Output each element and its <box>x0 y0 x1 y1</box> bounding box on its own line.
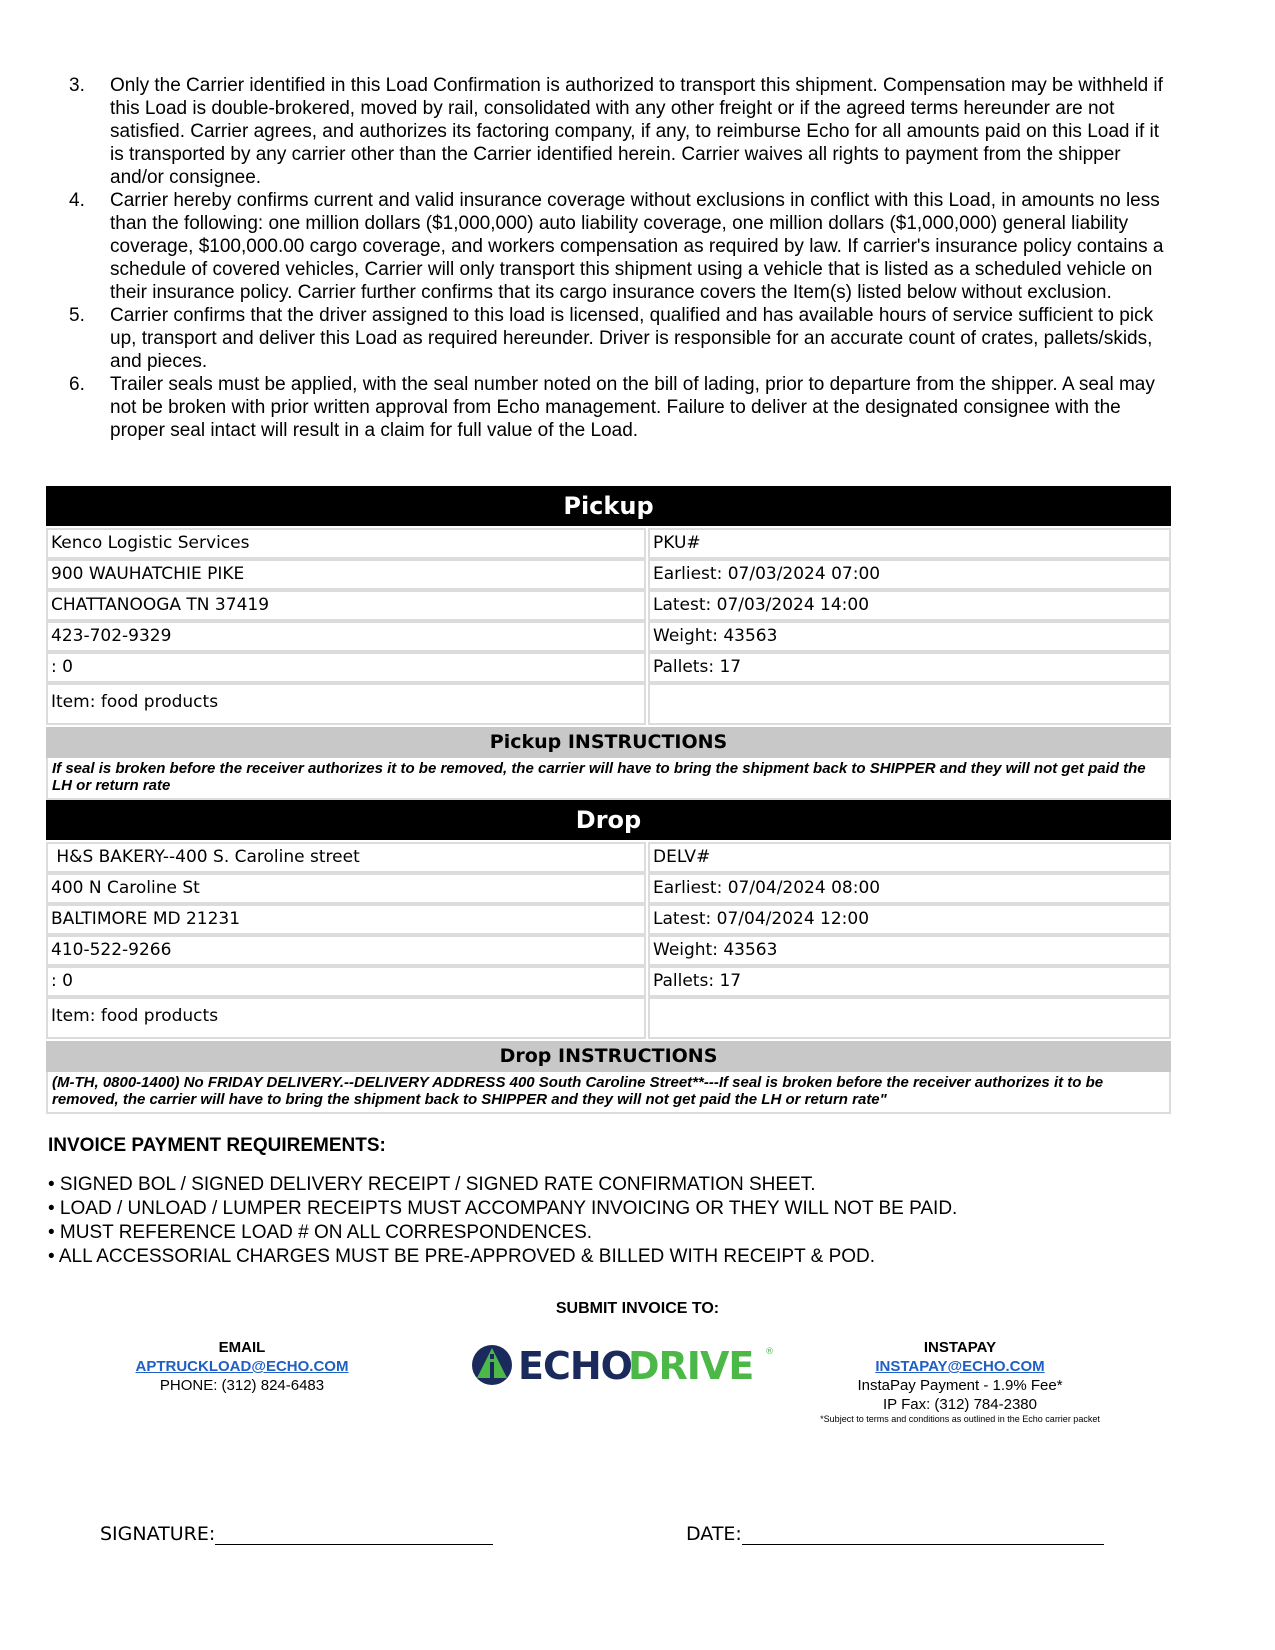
term-text: Trailer seals must be applied, with the seal number noted on the bill of lading, prior to departure from the shipper. A seal may not be broken with prior written approval from Echo management. Failure to deliver at the designated consignee with the proper seal intact will result in a claim for full value of the Load. <box>110 374 1155 441</box>
drop-contact: : 0 <box>46 966 646 997</box>
pickup-address: 900 WAUHATCHIE PIKE <box>46 559 646 590</box>
pickup-instructions-header: Pickup INSTRUCTIONS <box>46 727 1171 758</box>
logo-text-echo: ECHO <box>518 1344 632 1388</box>
pickup-row <box>46 683 1171 725</box>
date-label: DATE: <box>686 1523 742 1545</box>
invoice-requirements-list <box>48 1173 957 1269</box>
logo-registered-mark: ® <box>765 1347 774 1357</box>
instapay-fax: IP Fax: (312) 784-2380 <box>883 1396 1037 1413</box>
pickup-contact: : 0 <box>46 652 646 683</box>
pickup-city: CHATTANOOGA TN 37419 <box>46 590 646 621</box>
term-number: 3. <box>69 75 85 96</box>
pickup-weight: Weight: 43563 <box>648 621 1171 652</box>
drop-earliest: Earliest: 07/04/2024 08:00 <box>648 873 1171 904</box>
instapay-fee: InstaPay Payment - 1.9% Fee* <box>857 1377 1063 1394</box>
pickup-row <box>46 590 1171 621</box>
instapay-title: INSTAPAY <box>923 1339 997 1356</box>
pickup-empty-cell <box>648 683 1171 725</box>
logo-mark-icon <box>472 1345 512 1385</box>
drop-address: 400 N Caroline St <box>46 873 646 904</box>
drop-weight: Weight: 43563 <box>648 935 1171 966</box>
instapay-contact-block <box>810 1338 1110 1424</box>
signature-line[interactable] <box>215 1524 493 1545</box>
drop-header: Drop <box>46 800 1171 840</box>
drop-row <box>46 966 1171 997</box>
drop-instructions-header: Drop INSTRUCTIONS <box>46 1041 1171 1072</box>
term-item <box>60 74 1170 189</box>
instapay-email-link[interactable]: INSTAPAY@ECHO.COM <box>875 1358 1045 1375</box>
drop-row <box>46 935 1171 966</box>
drop-empty-cell <box>648 997 1171 1039</box>
drop-item: Item: food products <box>46 997 646 1039</box>
pickup-item: Item: food products <box>46 683 646 725</box>
email-contact-block <box>112 1338 372 1395</box>
pickup-row <box>46 528 1171 559</box>
pickup-latest: Latest: 07/03/2024 14:00 <box>648 590 1171 621</box>
pickup-row <box>46 652 1171 683</box>
date-field[interactable] <box>686 1523 1104 1545</box>
term-text: Carrier hereby confirms current and valid insurance coverage without exclusions in conflict with this Load, in amounts no less than the following: one million dollars ($1,000,000) auto liability coverage, one million dollars ($1,000,000) general liability coverage, $100,000.00 cargo coverage, and workers compensation as required by law. If carrier's insurance policy contains a schedule of covered vehicles, Carrier will only transport this shipment using a vehicle that is listed as a scheduled vehicle on their insurance policy. Carrier further confirms that its cargo insurance covers the Item(s) listed below without exclusion. <box>110 190 1164 303</box>
submit-invoice-label: SUBMIT INVOICE TO: <box>555 1300 720 1317</box>
drop-row <box>46 904 1171 935</box>
drop-consignee-name: H&S BAKERY--400 S. Caroline street <box>46 842 646 873</box>
drop-row <box>46 873 1171 904</box>
email-link[interactable]: APTRUCKLOAD@ECHO.COM <box>135 1358 349 1375</box>
pickup-pallets: Pallets: 17 <box>648 652 1171 683</box>
pickup-row <box>46 559 1171 590</box>
drop-instructions: (M-TH, 0800-1400) No FRIDAY DELIVERY.--DELIVERY ADDRESS 400 South Caroline Street**---If seal is broken before the receiver authorizes it to be removed, the carrier will have to bring the shipment back to SHIPPER and they will not get paid the LH or return rate" <box>46 1072 1171 1114</box>
pickup-instructions: If seal is broken before the receiver authorizes it to be removed, the carrier will have to bring the shipment back to SHIPPER and they will not get paid the LH or return rate <box>46 758 1171 800</box>
drop-city: BALTIMORE MD 21231 <box>46 904 646 935</box>
invoice-requirement-item: • ALL ACCESSORIAL CHARGES MUST BE PRE-APPROVED & BILLED WITH RECEIPT & POD. <box>48 1246 876 1267</box>
signature-label: SIGNATURE: <box>100 1523 216 1545</box>
pickup-header: Pickup <box>46 486 1171 526</box>
pickup-shipper-name: Kenco Logistic Services <box>46 528 646 559</box>
term-text: Only the Carrier identified in this Load Confirmation is authorized to transport this shipment. Compensation may be withheld if this Load is double-brokered, moved by rail, consolidated with any other freight or if the agreed terms hereunder are not satisfied. Carrier agrees, and authorizes its factoring company, if any, to reimburse Echo for all amounts paid on this Load if it is transported by any carrier other than the Carrier identified herein. Carrier waives all rights to payment from the shipper and/or consignee. <box>110 75 1163 188</box>
pickup-phone: 423-702-9329 <box>46 621 646 652</box>
instapay-note: *Subject to terms and conditions as outlined in the Echo carrier packet <box>820 1414 1100 1424</box>
email-title: EMAIL <box>218 1339 266 1356</box>
email-phone: PHONE: (312) 824-6483 <box>159 1377 325 1394</box>
signature-field[interactable] <box>100 1523 493 1545</box>
terms-list <box>60 74 1170 442</box>
term-text: Carrier confirms that the driver assigned to this load is licensed, qualified and has available hours of service sufficient to pick up, transport and deliver this Load as required hereunder. Driver is responsible for an accurate count of crates, pallets/skids, and pieces. <box>110 305 1154 372</box>
invoice-requirement-item: • MUST REFERENCE LOAD # ON ALL CORRESPONDENCES. <box>48 1222 593 1243</box>
drop-pallets: Pallets: 17 <box>648 966 1171 997</box>
term-item <box>60 304 1170 373</box>
invoice-requirements-title: INVOICE PAYMENT REQUIREMENTS: <box>48 1135 386 1156</box>
delivery-number: DELV# <box>648 842 1171 873</box>
drop-row <box>46 842 1171 873</box>
drop-phone: 410-522-9266 <box>46 935 646 966</box>
echodrive-logo <box>470 1340 780 1390</box>
pickup-row <box>46 621 1171 652</box>
term-number: 5. <box>69 305 85 326</box>
invoice-requirement-item: • LOAD / UNLOAD / LUMPER RECEIPTS MUST ACCOMPANY INVOICING OR THEY WILL NOT BE PAID. <box>48 1198 958 1219</box>
term-item <box>60 189 1170 304</box>
drop-row <box>46 997 1171 1039</box>
stops-table <box>46 486 1171 1114</box>
logo-text-drive: DRIVE <box>628 1344 754 1388</box>
drop-latest: Latest: 07/04/2024 12:00 <box>648 904 1171 935</box>
invoice-requirement-item: • SIGNED BOL / SIGNED DELIVERY RECEIPT / SIGNED RATE CONFIRMATION SHEET. <box>48 1174 816 1195</box>
term-item <box>60 373 1170 442</box>
term-number: 6. <box>69 374 85 395</box>
pickup-earliest: Earliest: 07/03/2024 07:00 <box>648 559 1171 590</box>
date-line[interactable] <box>742 1524 1104 1545</box>
pickup-number: PKU# <box>648 528 1171 559</box>
term-number: 4. <box>69 190 85 211</box>
